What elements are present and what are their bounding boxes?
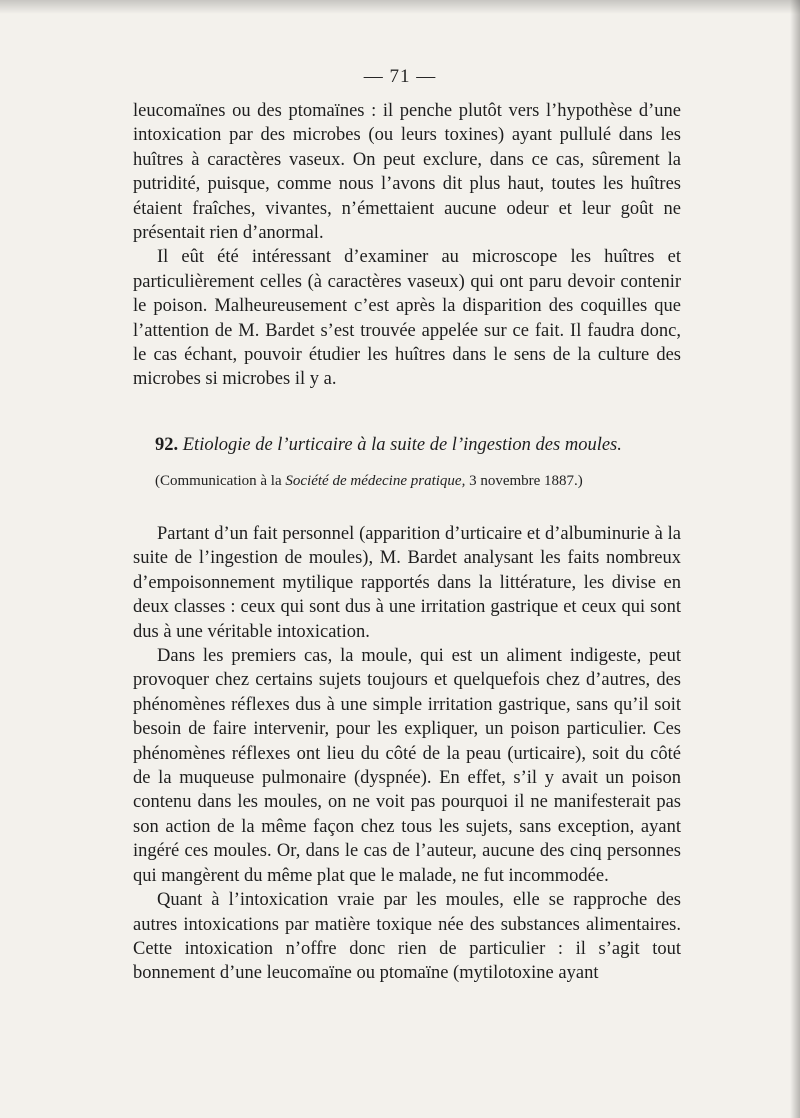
paragraph: Il eût été intéressant d’examiner au microscope les huîtres et particulièrement celles (à caractères vaseux) qui ont paru devoir contenir le poison. Malheureusement c’est après la disparition des coquilles que l’attention de M. Bardet s’est trouvée appelée sur ce fait. Il faudra donc, le cas échant, pouvoir étudier les huîtres dans le sens de la culture des microbes si microbes il y a. [133, 247, 681, 390]
citation-prefix: (Communication à la [155, 473, 282, 489]
paragraph: Quant à l’intoxication vraie par les moules, elle se rapproche des autres intoxications par matière toxique née des substances alimentaires. Cette intoxication n’offre donc rien de particulier : il s’agit tout bonnement d’une leucomaïne ou ptomaïne (mytilotoxine ayant [133, 890, 681, 984]
page-number: — 71 — [363, 66, 437, 87]
text-block-lower [133, 522, 681, 986]
paragraph: leucomaïnes ou des ptomaïnes : il penche plutôt vers l’hypothèse d’une intoxication par des microbes (ou leurs toxines) ayant pullulé dans les huîtres à caractères vaseux. On peut exclure, dans ce cas, sûrement la putridité, puisque, comme nous l’avons dit plus haut, toutes les huîtres étaient fraîches, vivantes, n’émettaient aucune odeur et leur goût ne présentait rien d’anormal. [133, 101, 681, 244]
paragraph: Partant d’un fait personnel (apparition d’urticaire et d’albuminurie à la suite de l’ingestion de moules), M. Bardet analysant les faits nombreux d’empoisonnement mytilique rapportés dans la littérature, les divise en deux classes : ceux qui sont dus à une irritation gastrique et ceux qui sont dus à une véritable intoxication. [133, 524, 681, 642]
citation-date: 3 novembre 1887.) [469, 473, 583, 489]
section-title: Etiologie de l’urticaire à la suite de l’ingestion des moules. [182, 435, 622, 455]
page-top-shadow [0, 0, 800, 14]
page-edge-shadow [790, 0, 800, 1118]
section-heading [155, 435, 695, 456]
source-citation [155, 473, 695, 490]
paragraph: Dans les premiers cas, la moule, qui est un aliment indigeste, peut provoquer chez certains sujets toujours et quelquefois chez d’autres, des phénomènes réflexes dus à une simple irritation gastrique, sans qu’il soit besoin de faire intervenir, pour les expliquer, un poison particulier. Ces phénomènes réflexes ont lieu du côté de la peau (urticaire), soit du côté de la muqueuse pulmonaire (dyspnée). En effet, s’il y avait un poison contenu dans les moules, on ne voit pas pourquoi il ne manifesterait pas son action de la même façon chez tous les sujets, sans exception, ayant ingéré ces moules. Or, dans le cas de l’auteur, aucune des cinq personnes qui mangèrent du même plat que le malade, ne fut incommodée. [133, 646, 681, 886]
text-block-upper [133, 99, 681, 392]
section-number: 92. [155, 435, 179, 455]
citation-journal: Société de médecine pratique, [285, 473, 466, 489]
